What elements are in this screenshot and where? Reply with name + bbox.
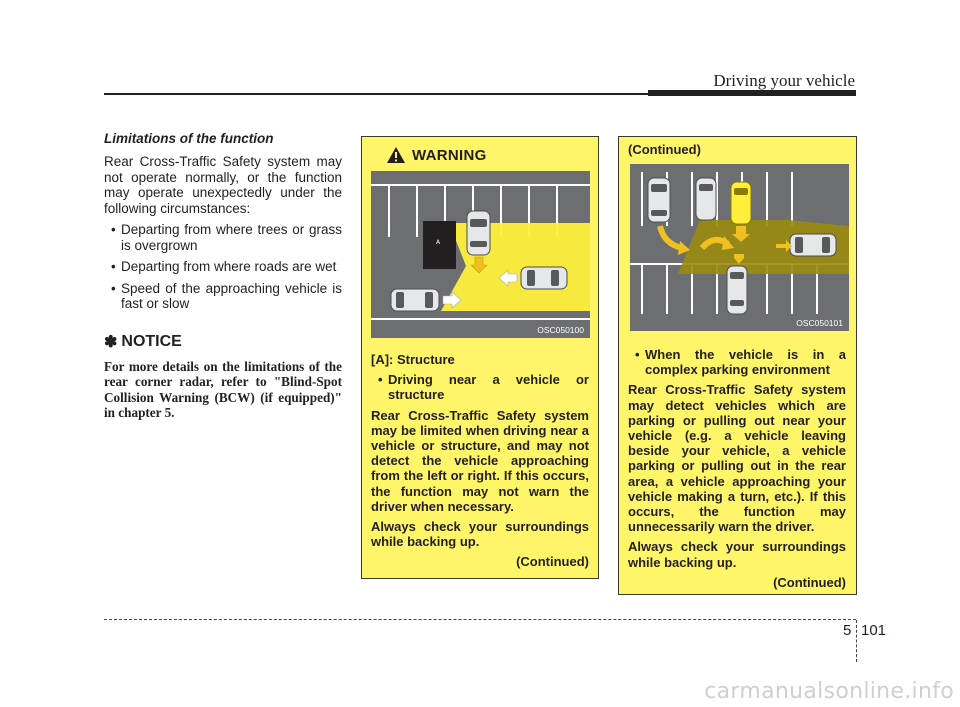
- warning-paragraph: Always check your surroundings while backing up.: [371, 519, 589, 550]
- figure-complex-parking: [630, 164, 849, 331]
- warning-triangle-icon: [386, 146, 406, 164]
- list-item: • Speed of the approaching vehicle is fast or slow: [104, 281, 342, 312]
- parking-structure-illustration: [371, 171, 590, 338]
- figure-caption: [A]: Structure: [371, 352, 455, 367]
- header-title: Driving your vehicle: [713, 71, 855, 90]
- footer-rule: [104, 619, 856, 620]
- figure-code: OSC050100: [537, 325, 584, 335]
- continued-bullet: • When the vehicle is in a complex parking environment: [628, 347, 846, 377]
- warning-heading: [386, 146, 487, 164]
- list-item: • Departing from where trees or grass is overgrown: [104, 222, 342, 253]
- section-heading: Limitations of the function: [104, 131, 274, 146]
- page-number: 101: [861, 622, 887, 639]
- notice-title: NOTICE: [121, 332, 182, 350]
- watermark: carmanualsonline.info: [704, 679, 954, 704]
- chapter-number: 5: [843, 622, 852, 639]
- header-rule: [104, 93, 856, 95]
- notice-heading: [104, 332, 342, 352]
- continued-text: [628, 347, 846, 595]
- warning-box: [361, 136, 599, 579]
- warning-text: [371, 352, 589, 575]
- warning-bullet: • Driving near a vehicle or structure: [371, 372, 589, 402]
- continued-paragraph: Rear Cross-Traffic Safety system may detect vehicles which are parking or pulling out near your vehicle (e.g. a vehicle leaving beside your vehicle, a vehicle parking or pulling out in the rear area, a vehicle approaching your vehicle making a turn, etc.). If this occurs, the function may unnecessarily warn the driver.: [628, 382, 846, 535]
- continued-label: (Continued): [773, 574, 846, 590]
- continued-box: [618, 136, 857, 595]
- footer-divider: [856, 620, 857, 662]
- left-column: [104, 131, 342, 421]
- list-item: • Departing from where roads are wet: [104, 259, 342, 275]
- star-icon: ✽: [104, 333, 118, 351]
- continued-heading: (Continued): [628, 142, 701, 157]
- complex-parking-illustration: [630, 164, 849, 331]
- warning-title: WARNING: [412, 146, 487, 164]
- continued-label: (Continued): [516, 554, 589, 570]
- structure-label: A: [436, 239, 441, 246]
- figure-code: OSC050101: [796, 318, 843, 328]
- warning-paragraph: Rear Cross-Traffic Safety system may be limited when driving near a vehicle or structure, and may not detect the vehicle approaching from the left or right. If this occurs, the function may not warn the driver when necessary.: [371, 407, 589, 514]
- notice-text: For more details on the limitations of the rear corner radar, refer to "Blind-Spot Collision Warning (BCW) (if equipped)" in chapter 5.: [104, 358, 342, 420]
- continued-paragraph: Always check your surroundings while backing up.: [628, 539, 846, 570]
- figure-parking-structure: [371, 171, 590, 338]
- intro-text: Rear Cross-Traffic Safety system may not operate normally, or the function may operate unexpectedly under the following circumstances:: [104, 154, 342, 216]
- limitations-list: [104, 222, 342, 312]
